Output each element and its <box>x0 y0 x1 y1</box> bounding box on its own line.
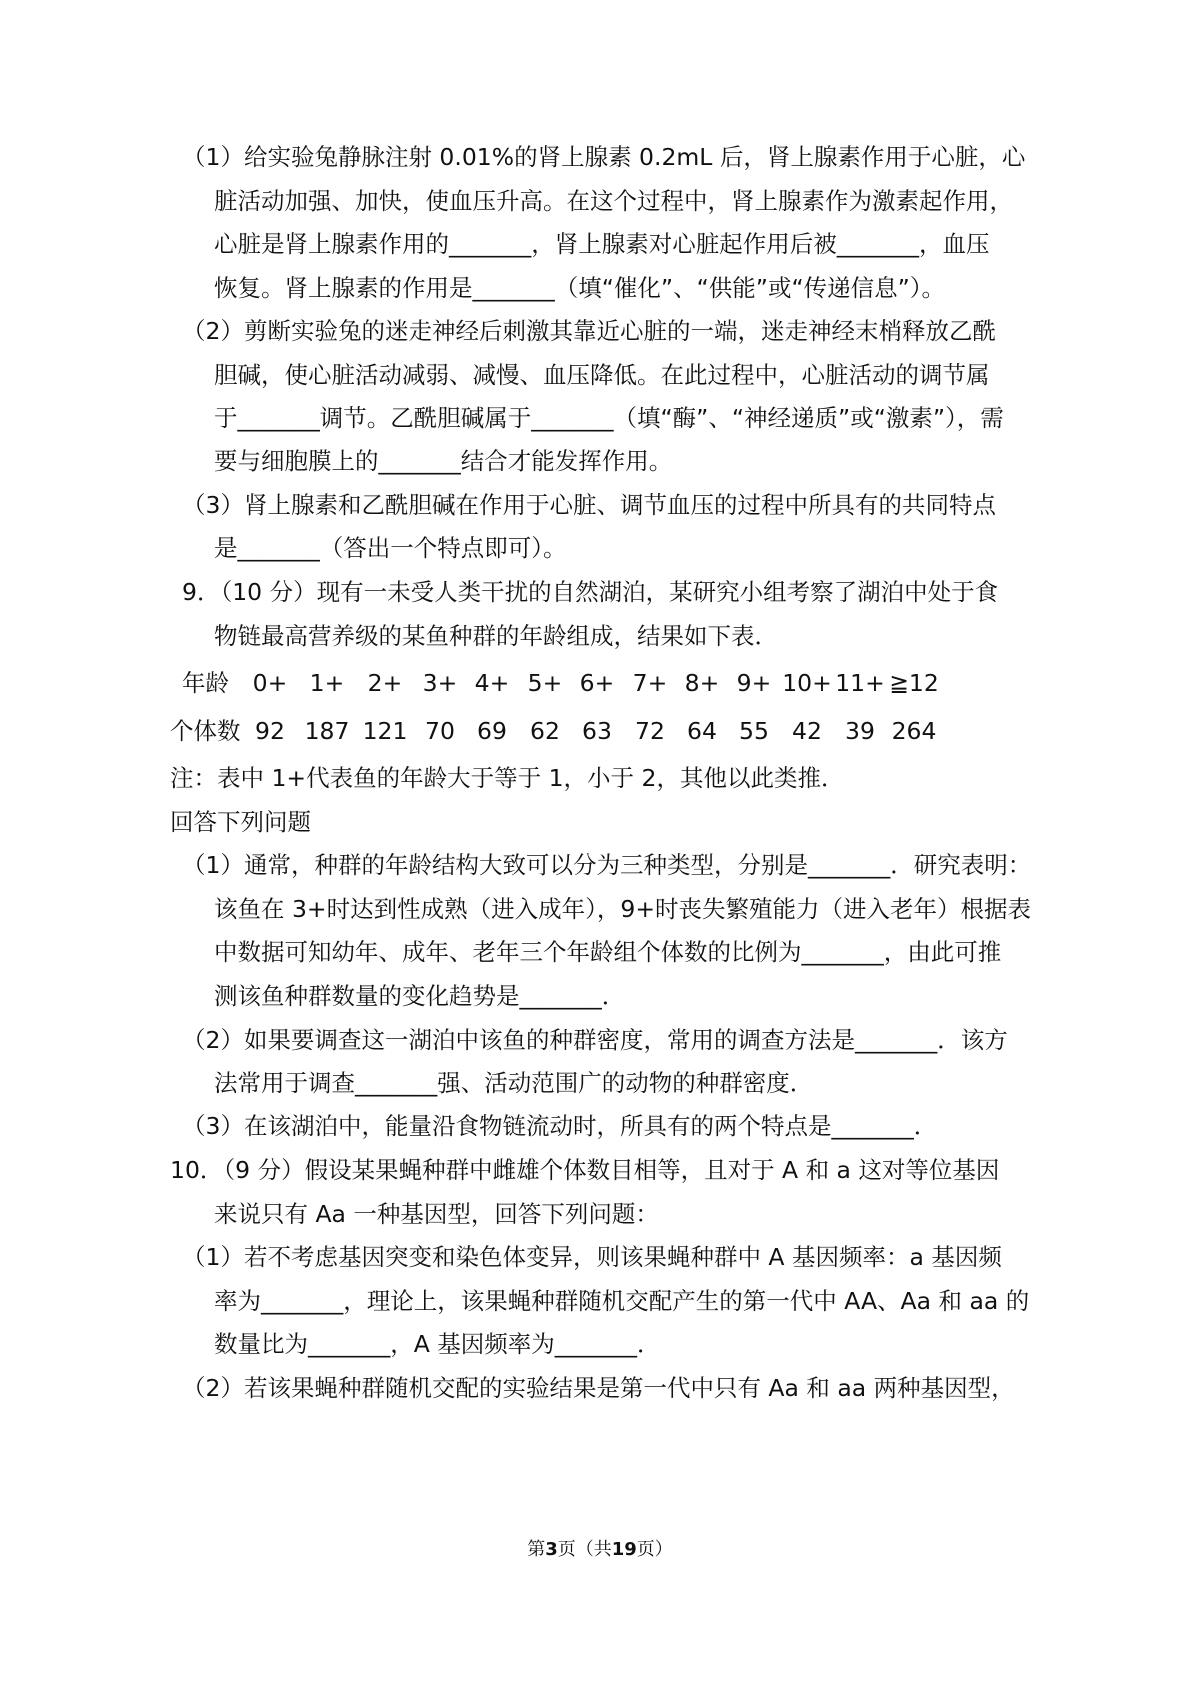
table-cell: 62 <box>530 717 560 745</box>
table-cell: 6+ <box>579 669 615 697</box>
table-cell: ≧12 <box>889 669 939 697</box>
table-cell: 4+ <box>474 669 510 697</box>
text-line: （1）若不考虑基因突变和染色体变异，则该果蝇种群中 A 基因频率：a 基因频 <box>182 1243 1002 1271</box>
table-cell: 0+ <box>252 669 288 697</box>
table-row-label-count: 个体数 <box>170 717 241 745</box>
text-line: 恢复。肾上腺素的作用是_______（填“催化”、“供能”或“传递信息”）。 <box>214 274 946 302</box>
table-cell: 1+ <box>309 669 345 697</box>
table-cell: 55 <box>739 717 769 745</box>
text-line: 要与细胞膜上的_______结合才能发挥作用。 <box>214 447 673 475</box>
table-cell: 8+ <box>684 669 720 697</box>
text-line: 于_______调节。乙酰胆碱属于_______（填“酶”、“神经递质”或“激素”），需 <box>214 404 1004 432</box>
text-line: 中数据可知幼年、成年、老年三个年龄组个体数的比例为_______，由此可推 <box>214 938 1002 966</box>
text-line: （2）剪断实验兔的迷走神经后刺激其靠近心脏的一端，迷走神经末梢释放乙酰 <box>182 317 996 345</box>
text-line: 率为_______，理论上，该果蝇种群随机交配产生的第一代中 AA、Aa 和 aa 的 <box>214 1287 1030 1315</box>
text-line: （1）通常，种群的年龄结构大致可以分为三种类型，分别是_______．研究表明： <box>182 851 1032 879</box>
text-line: 是_______（答出一个特点即可）。 <box>214 534 567 562</box>
text-line: 法常用于调查_______强、活动范围广的动物的种群密度． <box>214 1069 814 1097</box>
table-cell: 264 <box>891 717 937 745</box>
table-cell: 2+ <box>367 669 403 697</box>
table-cell: 92 <box>255 717 285 745</box>
text-line: （3）在该湖泊中，能量沿食物链流动时，所具有的两个特点是_______． <box>182 1112 938 1140</box>
table-note: 注：表中 1+代表鱼的年龄大于等于 1，小于 2，其他以此类推． <box>170 764 845 792</box>
table-cell: 11+ <box>835 669 885 697</box>
table-row-label-age: 年龄 <box>182 669 229 697</box>
footer-total-pages: 19 <box>611 1539 637 1560</box>
table-cell: 7+ <box>632 669 668 697</box>
table-cell: 5+ <box>527 669 563 697</box>
text-line: 心脏是肾上腺素作用的_______，肾上腺素对心脏起作用后被_______，血压 <box>214 230 990 258</box>
page-footer <box>0 1538 1200 1562</box>
table-cell: 72 <box>635 717 665 745</box>
text-line: （3）肾上腺素和乙酰胆碱在作用于心脏、调节血压的过程中所具有的共同特点 <box>182 491 996 519</box>
table-cell: 9+ <box>736 669 772 697</box>
text-line: 测该鱼种群数量的变化趋势是_______． <box>214 982 626 1010</box>
table-cell: 69 <box>477 717 507 745</box>
text-line: 数量比为_______，A 基因频率为_______． <box>214 1330 661 1358</box>
text-line: 胆碱，使心脏活动减弱、减慢、血压降低。在此过程中，心脏活动的调节属 <box>214 361 990 389</box>
footer-middle: 页（共 <box>557 1539 612 1560</box>
table-cell: 42 <box>792 717 822 745</box>
table-cell: 64 <box>687 717 717 745</box>
text-line: 该鱼在 3+时达到性成熟（进入成年），9+时丧失繁殖能力（进入老年）根据表 <box>214 895 1032 923</box>
text-line: 来说只有 Aa 一种基因型，回答下列问题： <box>214 1200 659 1228</box>
footer-page-number: 3 <box>545 1539 558 1560</box>
text-line: （2）若该果蝇种群随机交配的实验结果是第一代中只有 Aa 和 aa 两种基因型， <box>182 1374 1015 1402</box>
table-cell: 39 <box>845 717 875 745</box>
text-line: 回答下列问题 <box>170 808 311 836</box>
table-cell: 3+ <box>422 669 458 697</box>
text-line: 物链最高营养级的某鱼种群的年龄组成，结果如下表． <box>214 622 778 650</box>
table-cell: 121 <box>362 717 408 745</box>
table-cell: 63 <box>582 717 612 745</box>
question-9-title: 9．（10 分）现有一未受人类干扰的自然湖泊，某研究小组考察了湖泊中处于食 <box>182 578 999 606</box>
question-10-title: 10．（9 分）假设某果蝇种群中雌雄个体数目相等，且对于 A 和 a 这对等位基因 <box>170 1156 1000 1184</box>
table-cell: 70 <box>425 717 455 745</box>
table-cell: 187 <box>304 717 350 745</box>
footer-suffix: 页） <box>636 1539 673 1560</box>
table-cell: 10+ <box>782 669 832 697</box>
text-line: （2）如果要调查这一湖泊中该鱼的种群密度，常用的调查方法是_______．该方 <box>182 1026 1008 1054</box>
text-line: （1）给实验兔静脉注射 0.01%的肾上腺素 0.2mL 后，肾上腺素作用于心脏，心 <box>182 143 1026 171</box>
text-line: 脏活动加强、加快，使血压升高。在这个过程中，肾上腺素作为激素起作用， <box>214 187 1013 215</box>
footer-prefix: 第 <box>527 1539 546 1560</box>
